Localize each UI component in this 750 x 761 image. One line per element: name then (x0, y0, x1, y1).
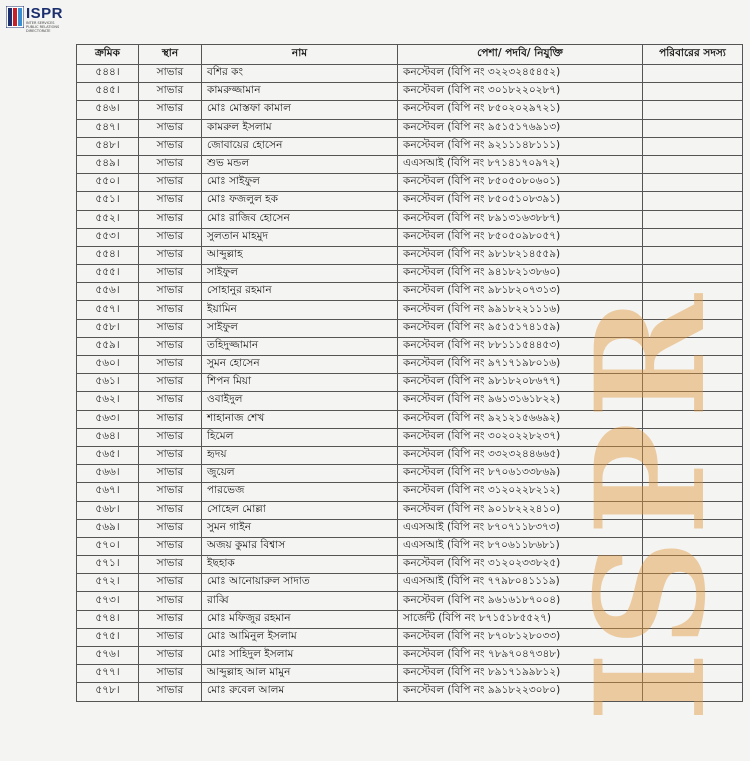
cell-family-members (643, 483, 743, 501)
table-row (77, 356, 743, 374)
cell-name: সুমন গাইন (202, 519, 398, 537)
cell-serial: ৫৪৭। (77, 119, 139, 137)
table-row (77, 446, 743, 464)
cell-serial: ৫৭৩। (77, 592, 139, 610)
cell-serial: ৫৬৭। (77, 483, 139, 501)
table-row (77, 265, 743, 283)
cell-family-members (643, 392, 743, 410)
header-family-members: পরিবারের সদস্য (643, 45, 743, 65)
cell-family-members (643, 337, 743, 355)
cell-serial: ৫৬৬। (77, 465, 139, 483)
cell-place: সাভার (139, 356, 202, 374)
table-row (77, 501, 743, 519)
cell-name: মোঃ সাহিদুল ইসলাম (202, 647, 398, 665)
cell-place: সাভার (139, 228, 202, 246)
cell-place: সাভার (139, 446, 202, 464)
cell-designation: কনস্টেবল (বিপি নং ৯৯১৮২২১১১৬) (398, 301, 643, 319)
cell-designation: কনস্টেবল (বিপি নং ৯৭১৭১৯৮০১৬) (398, 356, 643, 374)
cell-family-members (643, 628, 743, 646)
table-row (77, 483, 743, 501)
cell-place: সাভার (139, 374, 202, 392)
cell-designation: এএসআই (বিপি নং ৮৭০৬১১৮৬৮১) (398, 537, 643, 555)
cell-name: মোঃ রুবেল আলম (202, 683, 398, 701)
cell-place: সাভার (139, 410, 202, 428)
cell-serial: ৫৭৮। (77, 683, 139, 701)
table-row (77, 647, 743, 665)
cell-designation: কনস্টেবল (বিপি নং ৮৫০৫১০৮৩৯১) (398, 192, 643, 210)
cell-family-members (643, 83, 743, 101)
ispr-logo (6, 4, 66, 32)
table-row (77, 392, 743, 410)
table-header-row (77, 45, 743, 65)
table-row (77, 428, 743, 446)
cell-family-members (643, 683, 743, 701)
cell-place: সাভার (139, 283, 202, 301)
cell-designation: এএসআই (বিপি নং ৮৭১৪১৭০৯৭২) (398, 155, 643, 173)
table-row (77, 592, 743, 610)
table-row (77, 174, 743, 192)
cell-serial: ৫৬৮। (77, 501, 139, 519)
table-row (77, 610, 743, 628)
cell-designation: কনস্টেবল (বিপি নং ৮৫০৫০৯৮০৫৭) (398, 228, 643, 246)
cell-name: কামরুজ্জামান (202, 83, 398, 101)
cell-place: সাভার (139, 628, 202, 646)
cell-family-members (643, 610, 743, 628)
cell-name: অজয় কুমার বিশ্বাস (202, 537, 398, 555)
cell-family-members (643, 283, 743, 301)
cell-designation: কনস্টেবল (বিপি নং ৯৯১৮২২৩০৮০) (398, 683, 643, 701)
cell-designation: কনস্টেবল (বিপি নং ৯৮১৮২০৮৬৭৭) (398, 374, 643, 392)
cell-designation: কনস্টেবল (বিপি নং ৮৫০৫০৮০৬০১) (398, 174, 643, 192)
cell-name: সোহেল মোল্লা (202, 501, 398, 519)
cell-place: সাভার (139, 592, 202, 610)
cell-family-members (643, 410, 743, 428)
cell-family-members (643, 101, 743, 119)
cell-name: রাব্বি (202, 592, 398, 610)
cell-name: শাহানাজ শেখ (202, 410, 398, 428)
cell-serial: ৫৫২। (77, 210, 139, 228)
cell-name: আব্দুল্লাহ (202, 246, 398, 264)
cell-name: হিমেল (202, 428, 398, 446)
cell-family-members (643, 574, 743, 592)
header-serial: ক্রমিক (77, 45, 139, 65)
cell-serial: ৫৭৫। (77, 628, 139, 646)
table-row (77, 628, 743, 646)
table-row (77, 119, 743, 137)
cell-place: সাভার (139, 610, 202, 628)
cell-designation: কনস্টেবল (বিপি নং ৩২২৩২৪৫৪৫২) (398, 65, 643, 83)
cell-name: ওবাইদুল (202, 392, 398, 410)
cell-place: সাভার (139, 155, 202, 173)
cell-name: মোঃ মোস্তফা কামাল (202, 101, 398, 119)
table-row (77, 246, 743, 264)
cell-family-members (643, 592, 743, 610)
cell-designation: কনস্টেবল (বিপি নং ৯৫১৫১৭৬৯১৩) (398, 119, 643, 137)
table-row (77, 65, 743, 83)
cell-place: সাভার (139, 392, 202, 410)
cell-family-members (643, 65, 743, 83)
cell-name: মোঃ মফিজুর রহমান (202, 610, 398, 628)
cell-place: সাভার (139, 319, 202, 337)
cell-serial: ৫৬২। (77, 392, 139, 410)
cell-serial: ৫৭৪। (77, 610, 139, 628)
table-row (77, 519, 743, 537)
cell-family-members (643, 428, 743, 446)
table-row (77, 665, 743, 683)
table-row (77, 101, 743, 119)
cell-place: সাভার (139, 265, 202, 283)
cell-serial: ৫৬৩। (77, 410, 139, 428)
cell-place: সাভার (139, 192, 202, 210)
cell-serial: ৫৬৯। (77, 519, 139, 537)
cell-place: সাভার (139, 556, 202, 574)
watermark-text: ISPR (563, 290, 739, 722)
cell-serial: ৫৭৭। (77, 665, 139, 683)
cell-place: সাভার (139, 337, 202, 355)
cell-serial: ৫৬৪। (77, 428, 139, 446)
cell-designation: কনস্টেবল (বিপি নং ৯৬১৩১৬১৮২২) (398, 392, 643, 410)
cell-serial: ৫৫০। (77, 174, 139, 192)
cell-name: ইয়ামিন (202, 301, 398, 319)
cell-serial: ৫৫৫। (77, 265, 139, 283)
logo-wordmark: ISPR (26, 5, 64, 22)
cell-family-members (643, 501, 743, 519)
cell-place: সাভার (139, 101, 202, 119)
cell-family-members (643, 174, 743, 192)
cell-serial: ৫৪৮। (77, 137, 139, 155)
cell-designation: কনস্টেবল (বিপি নং ৯৪১৮২১৩৮৬০) (398, 265, 643, 283)
table-row (77, 410, 743, 428)
cell-designation: কনস্টেবল (বিপি নং ৯৮১৮২০৭৩১৩) (398, 283, 643, 301)
table-row (77, 556, 743, 574)
cell-serial: ৫৭১। (77, 556, 139, 574)
header-place: স্থান (139, 45, 202, 65)
cell-family-members (643, 228, 743, 246)
cell-place: সাভার (139, 174, 202, 192)
cell-designation: কনস্টেবল (বিপি নং ৮৫০২০২৯৭২১) (398, 101, 643, 119)
cell-family-members (643, 374, 743, 392)
table-row (77, 683, 743, 701)
cell-designation: কনস্টেবল (বিপি নং ৯২১১১৪৮১১১) (398, 137, 643, 155)
cell-serial: ৫৬১। (77, 374, 139, 392)
cell-serial: ৫৫৮। (77, 319, 139, 337)
table-row (77, 192, 743, 210)
cell-name: শিপন মিয়া (202, 374, 398, 392)
cell-designation: কনস্টেবল (বিপি নং ৮৮১১১৫৪৪৫৩) (398, 337, 643, 355)
cell-place: সাভার (139, 537, 202, 555)
cell-family-members (643, 137, 743, 155)
cell-name: জুয়েল (202, 465, 398, 483)
cell-place: সাভার (139, 210, 202, 228)
table-row (77, 537, 743, 555)
cell-place: সাভার (139, 246, 202, 264)
cell-place: সাভার (139, 574, 202, 592)
cell-designation: কনস্টেবল (বিপি নং ৭৮৯৭০৪৭৩৪৮) (398, 647, 643, 665)
cell-designation: কনস্টেবল (বিপি নং ৯২১২১৫৬৬৯২) (398, 410, 643, 428)
cell-name: সুলতান মাহমুদ (202, 228, 398, 246)
cell-name: তহিদুজ্জামান (202, 337, 398, 355)
cell-place: সাভার (139, 65, 202, 83)
cell-family-members (643, 192, 743, 210)
table-row (77, 337, 743, 355)
cell-family-members (643, 356, 743, 374)
personnel-table (76, 44, 743, 702)
table-row (77, 283, 743, 301)
cell-family-members (643, 556, 743, 574)
cell-serial: ৫৭০। (77, 537, 139, 555)
cell-designation: কনস্টেবল (বিপি নং ৩০২০২২৮২৩৭) (398, 428, 643, 446)
cell-place: সাভার (139, 83, 202, 101)
table-row (77, 83, 743, 101)
cell-serial: ৫৫৬। (77, 283, 139, 301)
cell-family-members (643, 319, 743, 337)
header-name: নাম (202, 45, 398, 65)
cell-serial: ৫৭৬। (77, 647, 139, 665)
cell-serial: ৫৫৪। (77, 246, 139, 264)
cell-designation: কনস্টেবল (বিপি নং ৯৬১৬১৮৭০০৪) (398, 592, 643, 610)
cell-name: হৃদয় (202, 446, 398, 464)
cell-designation: কনস্টেবল (বিপি নং ৮৯১৩১৬৩৮৮৭) (398, 210, 643, 228)
cell-designation: কনস্টেবল (বিপি নং ৯৮১৮২১৪৫৫৯) (398, 246, 643, 264)
cell-serial: ৫৫৭। (77, 301, 139, 319)
cell-family-members (643, 446, 743, 464)
table-row (77, 137, 743, 155)
cell-serial: ৫৪৫। (77, 83, 139, 101)
table-row (77, 319, 743, 337)
table-row (77, 465, 743, 483)
cell-place: সাভার (139, 119, 202, 137)
header-designation: পেশা/ পদবি/ নিযুক্তি (398, 45, 643, 65)
cell-name: ইছহাক (202, 556, 398, 574)
cell-name: মোঃ আনোয়ারুল সাদাত (202, 574, 398, 592)
cell-family-members (643, 665, 743, 683)
cell-serial: ৫৪৯। (77, 155, 139, 173)
cell-family-members (643, 119, 743, 137)
cell-place: সাভার (139, 428, 202, 446)
cell-designation: কনস্টেবল (বিপি নং ৮৭০৮১২৮০৩৩) (398, 628, 643, 646)
cell-designation: কনস্টেবল (বিপি নং ৮৭০৬১৩৩৮৬৯) (398, 465, 643, 483)
cell-serial: ৫৬৫। (77, 446, 139, 464)
cell-serial: ৫৬০। (77, 356, 139, 374)
cell-family-members (643, 465, 743, 483)
cell-serial: ৫৪৬। (77, 101, 139, 119)
cell-place: সাভার (139, 519, 202, 537)
table-row (77, 210, 743, 228)
cell-place: সাভার (139, 483, 202, 501)
cell-designation: কনস্টেবল (বিপি নং ৩৩২৩২৪৪৬৬৫) (398, 446, 643, 464)
cell-name: মোঃ ফজলুল হক (202, 192, 398, 210)
cell-designation: এএসআই (বিপি নং ৮৭০৭১১৮৩৭৩) (398, 519, 643, 537)
cell-serial: ৫৭২। (77, 574, 139, 592)
logo-subtitle: INTER SERVICES PUBLIC RELATIONS DIRECTORATE (26, 21, 60, 33)
cell-family-members (643, 301, 743, 319)
cell-serial: ৫৫৩। (77, 228, 139, 246)
cell-family-members (643, 265, 743, 283)
table-row (77, 301, 743, 319)
cell-name: সুমন হোসেন (202, 356, 398, 374)
cell-family-members (643, 210, 743, 228)
cell-designation: কনস্টেবল (বিপি নং ৩১২০২২৮২১২) (398, 483, 643, 501)
cell-designation: কনস্টেবল (বিপি নং ৩০১৮২২০২৮৭) (398, 83, 643, 101)
cell-designation: কনস্টেবল (বিপি নং ৮৯১৭১৯৯৮১২) (398, 665, 643, 683)
cell-place: সাভার (139, 501, 202, 519)
cell-name: সাইফুল (202, 319, 398, 337)
cell-name: সোহানুর রহমান (202, 283, 398, 301)
cell-family-members (643, 155, 743, 173)
ispr-emblem-icon (6, 6, 24, 28)
cell-serial: ৫৫৯। (77, 337, 139, 355)
cell-designation: কনস্টেবল (বিপি নং ৩১২০২৩৩৮২৫) (398, 556, 643, 574)
cell-designation: কনস্টেবল (বিপি নং ৯৫১৫১৭৪১৫৯) (398, 319, 643, 337)
cell-name: মোঃ সাইফুল (202, 174, 398, 192)
table-row (77, 228, 743, 246)
cell-place: সাভার (139, 647, 202, 665)
cell-designation: সার্জেন্ট (বিপি নং ৮৭১৫১৮৫৫২৭) (398, 610, 643, 628)
cell-family-members (643, 537, 743, 555)
cell-name: শুভ মন্ডল (202, 155, 398, 173)
table-row (77, 155, 743, 173)
table-row (77, 374, 743, 392)
cell-name: সাইফুল (202, 265, 398, 283)
cell-name: মোঃ আমিনুল ইসলাম (202, 628, 398, 646)
cell-designation: কনস্টেবল (বিপি নং ৯০১৮২২২৪১০) (398, 501, 643, 519)
cell-name: আব্দুল্লাহ আল মামুন (202, 665, 398, 683)
cell-place: সাভার (139, 465, 202, 483)
cell-name: বশির কং (202, 65, 398, 83)
cell-family-members (643, 246, 743, 264)
cell-place: সাভার (139, 683, 202, 701)
cell-serial: ৫৫১। (77, 192, 139, 210)
cell-place: সাভার (139, 665, 202, 683)
cell-place: সাভার (139, 137, 202, 155)
cell-designation: এএসআই (বিপি নং ৭৭৯৮০৪১১১৯) (398, 574, 643, 592)
cell-serial: ৫৪৪। (77, 65, 139, 83)
cell-family-members (643, 519, 743, 537)
cell-name: জোবায়ের হোসেন (202, 137, 398, 155)
cell-name: কামরুল ইসলাম (202, 119, 398, 137)
table-row (77, 574, 743, 592)
cell-place: সাভার (139, 301, 202, 319)
cell-name: মোঃ রাজিব হোসেন (202, 210, 398, 228)
cell-name: পারভেজ (202, 483, 398, 501)
cell-family-members (643, 647, 743, 665)
